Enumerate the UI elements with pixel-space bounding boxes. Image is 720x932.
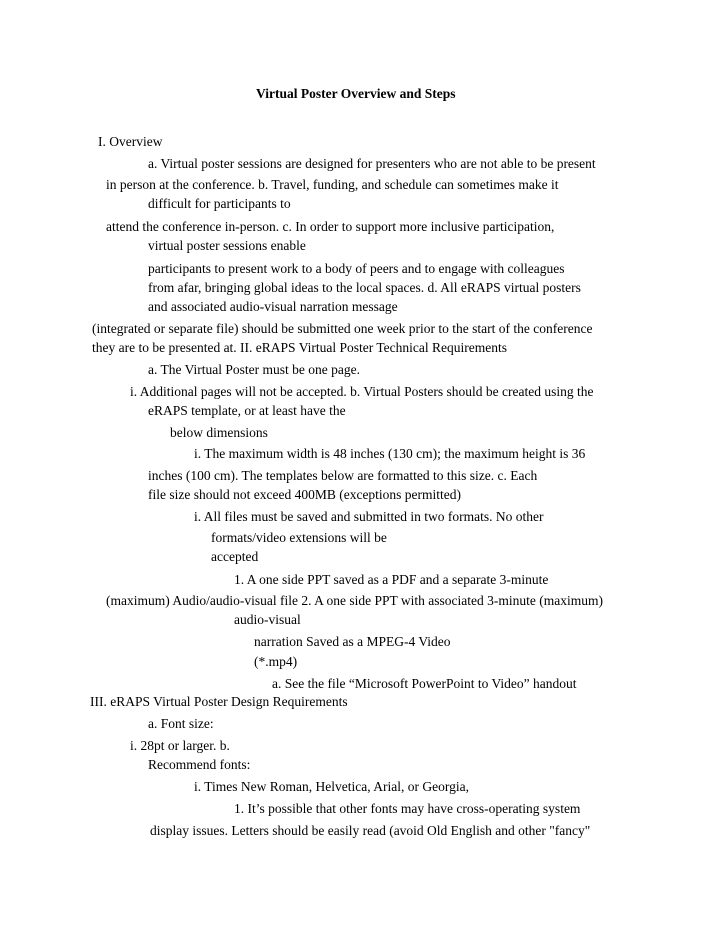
text-line: i. The maximum width is 48 inches (130 cm); the maximum height is 36 <box>194 446 586 461</box>
text-line: (maximum) Audio/audio-visual file 2. A one side PPT with associated 3-minute (maximum) <box>106 593 603 608</box>
text-line: a. Font size: <box>148 716 214 731</box>
text-line: below dimensions <box>170 425 268 440</box>
text-line: formats/video extensions will be <box>211 530 387 545</box>
text-line: (integrated or separate file) should be submitted one week prior to the start of the conference <box>92 321 593 336</box>
text-line: virtual poster sessions enable <box>148 238 306 253</box>
text-line: from afar, bringing global ideas to the local spaces. d. All eRAPS virtual posters <box>148 280 581 295</box>
text-line: i. 28pt or larger. b. <box>130 738 230 753</box>
text-line: I. Overview <box>98 134 163 149</box>
text-line: they are to be presented at. II. eRAPS Virtual Poster Technical Requirements <box>92 340 508 355</box>
section-heading: III. eRAPS Virtual Poster Design Requirements <box>90 694 348 709</box>
text-line: display issues. Letters should be easily read (avoid Old English and other "fancy" <box>150 823 591 838</box>
text-line: audio-visual <box>234 612 301 627</box>
text-line: attend the conference in-person. c. In order to support more inclusive participation, <box>106 219 555 234</box>
text-line: eRAPS template, or at least have the <box>148 403 346 418</box>
text-line: in person at the conference. b. Travel, funding, and schedule can sometimes make it <box>106 177 559 192</box>
text-line: file size should not exceed 400MB (exceptions permitted) <box>148 487 462 502</box>
text-line: Recommend fonts: <box>148 757 251 772</box>
page-title: Virtual Poster Overview and Steps <box>256 86 456 101</box>
text-line: i. Times New Roman, Helvetica, Arial, or Georgia, <box>194 779 469 794</box>
text-line: a. The Virtual Poster must be one page. <box>148 362 361 377</box>
text-line: i. Additional pages will not be accepted. b. Virtual Posters should be created using the <box>130 384 594 399</box>
text-line: 1. It’s possible that other fonts may have cross-operating system <box>234 801 581 816</box>
text-line: and associated audio-visual narration message <box>148 299 398 314</box>
text-line: i. All files must be saved and submitted in two formats. No other <box>194 509 544 524</box>
text-line: inches (100 cm). The templates below are formatted to this size. c. Each <box>148 468 538 483</box>
text-line: accepted <box>211 549 259 564</box>
text-line: participants to present work to a body of peers and to engage with colleagues <box>148 261 565 276</box>
text-line: a. See the file “Microsoft PowerPoint to Video” handout <box>272 676 577 691</box>
text-line: (*.mp4) <box>254 654 298 669</box>
text-line: a. Virtual poster sessions are designed for presenters who are not able to be present <box>148 156 596 171</box>
text-line: 1. A one side PPT saved as a PDF and a separate 3-minute <box>234 572 549 587</box>
text-line: narration Saved as a MPEG-4 Video <box>254 634 451 649</box>
text-line: difficult for participants to <box>148 196 291 211</box>
